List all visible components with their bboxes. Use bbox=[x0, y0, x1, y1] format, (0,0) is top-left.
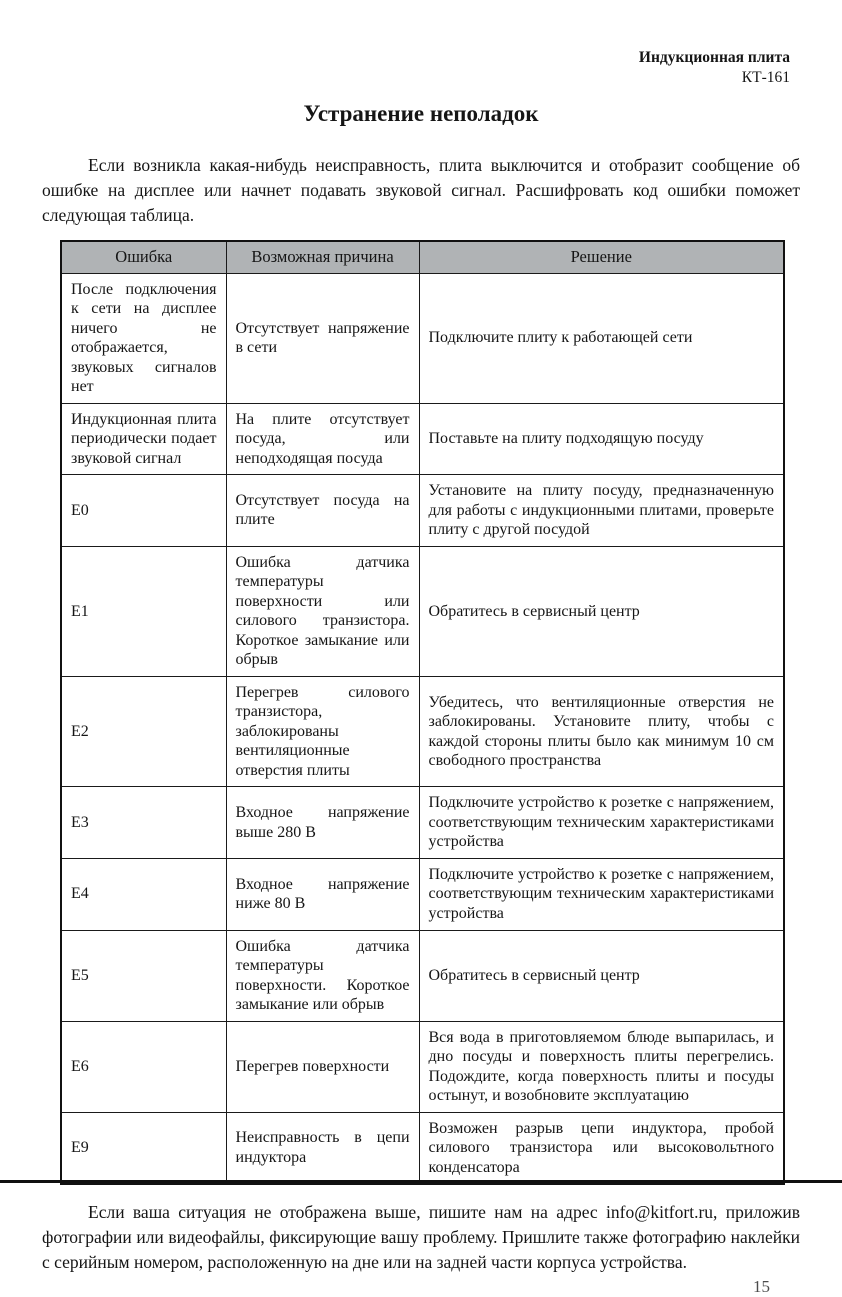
table-row bbox=[61, 475, 784, 547]
page-bottom-rule bbox=[0, 1180, 842, 1183]
table-row bbox=[61, 1112, 784, 1184]
cell-error: После подключения к сети на дисплее ничего не отображается, звуковых сигналов нет bbox=[61, 273, 226, 403]
cell-error: E3 bbox=[61, 787, 226, 859]
cell-error: E9 bbox=[61, 1112, 226, 1184]
brand-name: Индукционная плита bbox=[638, 49, 790, 66]
column-header-solution: Решение bbox=[419, 241, 784, 273]
page-header bbox=[42, 48, 800, 89]
cell-error: E2 bbox=[61, 676, 226, 787]
model-number: КТ-161 bbox=[741, 69, 790, 87]
footer-paragraph: Если ваша ситуация не отображена выше, пишите нам на адрес info@kitfort.ru, приложив фотографии или видеофайлы, фиксирующие вашу проблему. Пришлите также фотографию наклейки с серийным номером, расположенную на дне или на задней части корпуса устройства. bbox=[42, 1202, 800, 1272]
cell-error: E0 bbox=[61, 475, 226, 547]
cell-cause: Перегрев поверхности bbox=[226, 1021, 419, 1112]
table-row bbox=[61, 273, 784, 403]
cell-cause: На плите отсутствует посуда, или неподходящая посуда bbox=[226, 403, 419, 475]
cell-cause: Входное напряжение ниже 80 В bbox=[226, 858, 419, 930]
cell-solution: Подключите плиту к работающей сети bbox=[419, 273, 784, 403]
table-header-row bbox=[61, 241, 784, 273]
cell-error: E6 bbox=[61, 1021, 226, 1112]
cell-cause: Отсутствует напряжение в сети bbox=[226, 273, 419, 403]
cell-solution: Подключите устройство к розетке с напряжением, соответствующим техническим характеристиками устройства bbox=[419, 787, 784, 859]
cell-solution: Вся вода в приготовляемом блюде выпарилась, и дно посуды и поверхность плиты перегрелись. Подождите, когда поверхность плиты и посуды остынут, и возобновите эксплуатацию bbox=[419, 1021, 784, 1112]
column-header-error: Ошибка bbox=[61, 241, 226, 273]
page-title: Устранение неполадок bbox=[303, 100, 539, 126]
cell-solution: Обратитесь в сервисный центр bbox=[419, 930, 784, 1021]
cell-cause: Перегрев силового транзистора, заблокированы вентиляционные отверстия плиты bbox=[226, 676, 419, 787]
table-row bbox=[61, 546, 784, 676]
table-row bbox=[61, 930, 784, 1021]
cell-solution: Подключите устройство к розетке с напряжением, соответствующим техническим характеристиками устройства bbox=[419, 858, 784, 930]
table-row bbox=[61, 787, 784, 859]
cell-error: E4 bbox=[61, 858, 226, 930]
cell-error: E5 bbox=[61, 930, 226, 1021]
cell-solution: Обратитесь в сервисный центр bbox=[419, 546, 784, 676]
table-row bbox=[61, 403, 784, 475]
table-row bbox=[61, 1021, 784, 1112]
troubleshooting-table bbox=[60, 240, 785, 1185]
table-row bbox=[61, 858, 784, 930]
cell-solution: Установите на плиту посуду, предназначенную для работы с индукционными плитами, проверьте плиту с другой посудой bbox=[419, 475, 784, 547]
table-row bbox=[61, 676, 784, 787]
cell-solution: Поставьте на плиту подходящую посуду bbox=[419, 403, 784, 475]
page-number: 15 bbox=[753, 1276, 770, 1296]
cell-solution: Возможен разрыв цепи индуктора, пробой силового транзистора или высоковольтного конденсатора bbox=[419, 1112, 784, 1184]
cell-cause: Входное напряжение выше 280 В bbox=[226, 787, 419, 859]
intro-paragraph: Если возникла какая-нибудь неисправность, плита выключится и отобразит сообщение об ошибке на дисплее или начнет подавать звуковой сигнал. Расшифровать код ошибки поможет следующая таблица. bbox=[42, 154, 800, 225]
cell-error: Индукционная плита периодически подает звуковой сигнал bbox=[61, 403, 226, 475]
cell-solution: Убедитесь, что вентиляционные отверстия не заблокированы. Установите плиту, чтобы с каждой стороны плиты было как минимум 10 см свободного пространства bbox=[419, 676, 784, 787]
cell-error: E1 bbox=[61, 546, 226, 676]
cell-cause: Ошибка датчика температуры поверхности или силового транзистора. Короткое замыкание или обрыв bbox=[226, 546, 419, 676]
column-header-cause: Возможная причина bbox=[226, 241, 419, 273]
cell-cause: Отсутствует посуда на плите bbox=[226, 475, 419, 547]
cell-cause: Неисправность в цепи индуктора bbox=[226, 1112, 419, 1184]
cell-cause: Ошибка датчика температуры поверхности. Короткое замыкание или обрыв bbox=[226, 930, 419, 1021]
